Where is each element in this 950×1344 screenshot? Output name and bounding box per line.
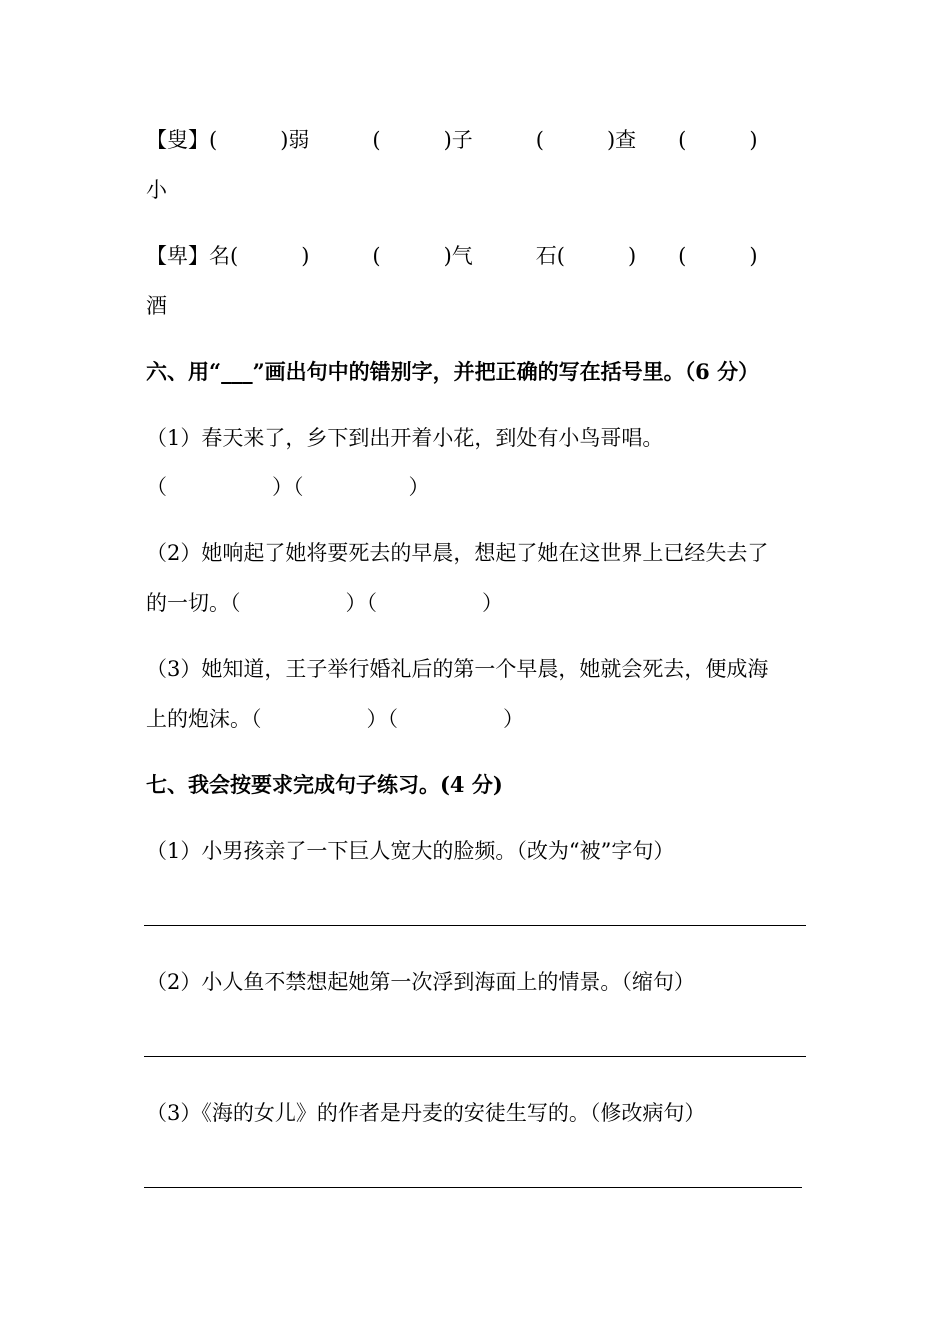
section6-q3-line1: （3）她知道，王子举行婚礼后的第一个早晨，她就会死去，便成海: [146, 657, 769, 681]
section6-q3-line2: 上的炮沫。（ ）（ ）: [146, 707, 524, 731]
section6-q1-line1: （1）春天来了，乡下到出开着小花，到处有小鸟哥唱。: [146, 426, 664, 450]
char-group-bei-line2: 酒: [146, 294, 167, 318]
section7-q3: （3）《海的女儿》的作者是丹麦的安徒生写的。（修改病句）: [146, 1101, 706, 1125]
char-group-sou-line2: 小: [146, 178, 167, 202]
section7-title: 七、我会按要求完成句子练习。(4 分): [146, 772, 503, 797]
answer-line-1[interactable]: [144, 925, 806, 926]
answer-line-2[interactable]: [144, 1056, 806, 1057]
section7-q1: （1）小男孩亲了一下巨人宽大的脸频。（改为“被”字句）: [146, 839, 675, 863]
char-group-bei-line1: 【卑】名( ) ( )气 石( ) ( ): [146, 244, 758, 268]
char-group-sou-line1: 【叟】( )弱 ( )子 ( )查 ( ): [146, 128, 758, 152]
section6-title: 六、用“___”画出句中的错别字，并把正确的写在括号里。（6 分）: [146, 359, 760, 384]
section6-q2-line1: （2）她响起了她将要死去的早晨，想起了她在这世界上已经失去了: [146, 541, 769, 565]
answer-line-3[interactable]: [144, 1187, 802, 1188]
section7-q2: （2）小人鱼不禁想起她第一次浮到海面上的情景。（缩句）: [146, 970, 695, 994]
section6-q1-line2: （ ）（ ）: [146, 475, 430, 499]
section6-q2-line2: 的一切。（ ）（ ）: [146, 591, 503, 615]
